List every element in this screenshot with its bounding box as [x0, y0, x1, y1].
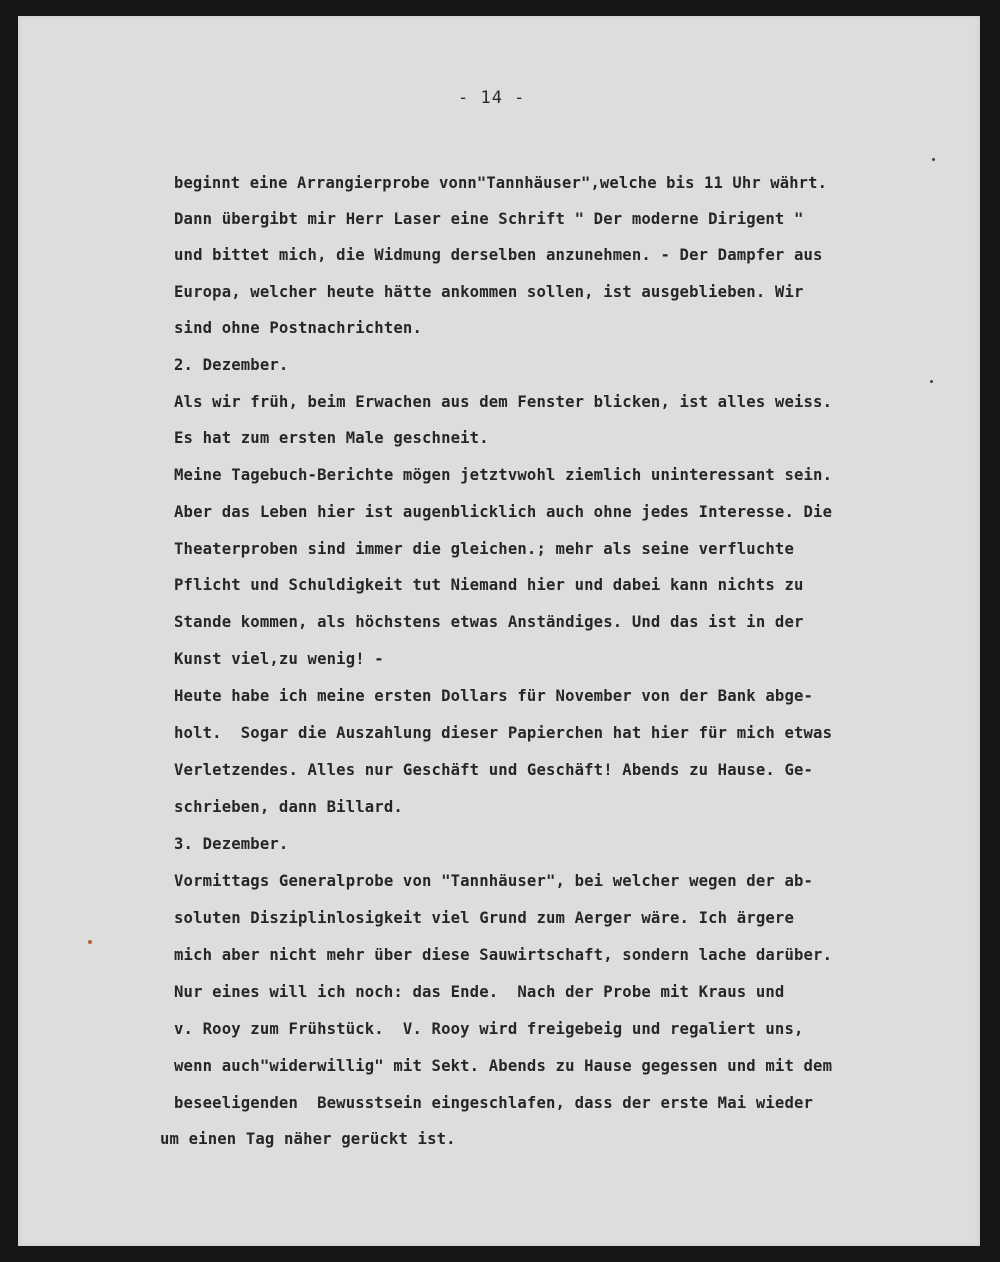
text-line: v. Rooy zum Frühstück. V. Rooy wird freigebeig und regaliert uns,: [174, 1020, 804, 1038]
text-line: Stande kommen, als höchstens etwas Anständiges. Und das ist in der: [174, 613, 804, 631]
text-line: Meine Tagebuch-Berichte mögen jetztvwohl ziemlich uninteressant sein.: [174, 466, 833, 484]
text-line: holt. Sogar die Auszahlung dieser Papierchen hat hier für mich etwas: [174, 724, 833, 742]
ink-speck: [930, 380, 933, 383]
text-line: sind ohne Postnachrichten.: [174, 319, 422, 337]
text-line: 2. Dezember.: [174, 356, 289, 374]
text-line: um einen Tag näher gerückt ist.: [160, 1130, 456, 1148]
text-line: Europa, welcher heute hätte ankommen sollen, ist ausgeblieben. Wir: [174, 283, 804, 301]
text-line: beginnt eine Arrangierprobe vonn"Tannhäuser",welche bis 11 Uhr währt.: [174, 174, 828, 192]
text-line: Als wir früh, beim Erwachen aus dem Fenster blicken, ist alles weiss.: [174, 393, 833, 411]
text-line: beseeligenden Bewusstsein eingeschlafen, dass der erste Mai wieder: [174, 1094, 814, 1112]
text-line: Aber das Leben hier ist augenblicklich auch ohne jedes Interesse. Die: [174, 503, 833, 521]
ink-speck: [88, 940, 92, 944]
text-line: wenn auch"widerwillig" mit Sekt. Abends zu Hause gegessen und mit dem: [174, 1057, 833, 1075]
typewritten-page: [18, 16, 980, 1246]
text-line: mich aber nicht mehr über diese Sauwirtschaft, sondern lache darüber.: [174, 946, 833, 964]
text-line: Nur eines will ich noch: das Ende. Nach der Probe mit Kraus und: [174, 983, 785, 1001]
text-line: Theaterproben sind immer die gleichen.; mehr als seine verfluchte: [174, 540, 794, 558]
text-line: schrieben, dann Billard.: [174, 798, 403, 816]
text-line: 3. Dezember.: [174, 835, 289, 853]
text-line: und bittet mich, die Widmung derselben anzunehmen. - Der Dampfer aus: [174, 246, 823, 264]
text-line: soluten Disziplinlosigkeit viel Grund zum Aerger wäre. Ich ärgere: [174, 909, 794, 927]
page-number: - 14 -: [458, 88, 526, 108]
text-line: Dann übergibt mir Herr Laser eine Schrift " Der moderne Dirigent ": [174, 210, 804, 228]
text-line: Pflicht und Schuldigkeit tut Niemand hier und dabei kann nichts zu: [174, 576, 804, 594]
text-line: Heute habe ich meine ersten Dollars für November von der Bank abge-: [174, 687, 814, 705]
text-line: Kunst viel,zu wenig! -: [174, 650, 384, 668]
text-line: Vormittags Generalprobe von "Tannhäuser", bei welcher wegen der ab-: [174, 872, 814, 890]
ink-speck: [932, 158, 935, 161]
text-line: Verletzendes. Alles nur Geschäft und Geschäft! Abends zu Hause. Ge-: [174, 761, 814, 779]
text-line: Es hat zum ersten Male geschneit.: [174, 429, 489, 447]
